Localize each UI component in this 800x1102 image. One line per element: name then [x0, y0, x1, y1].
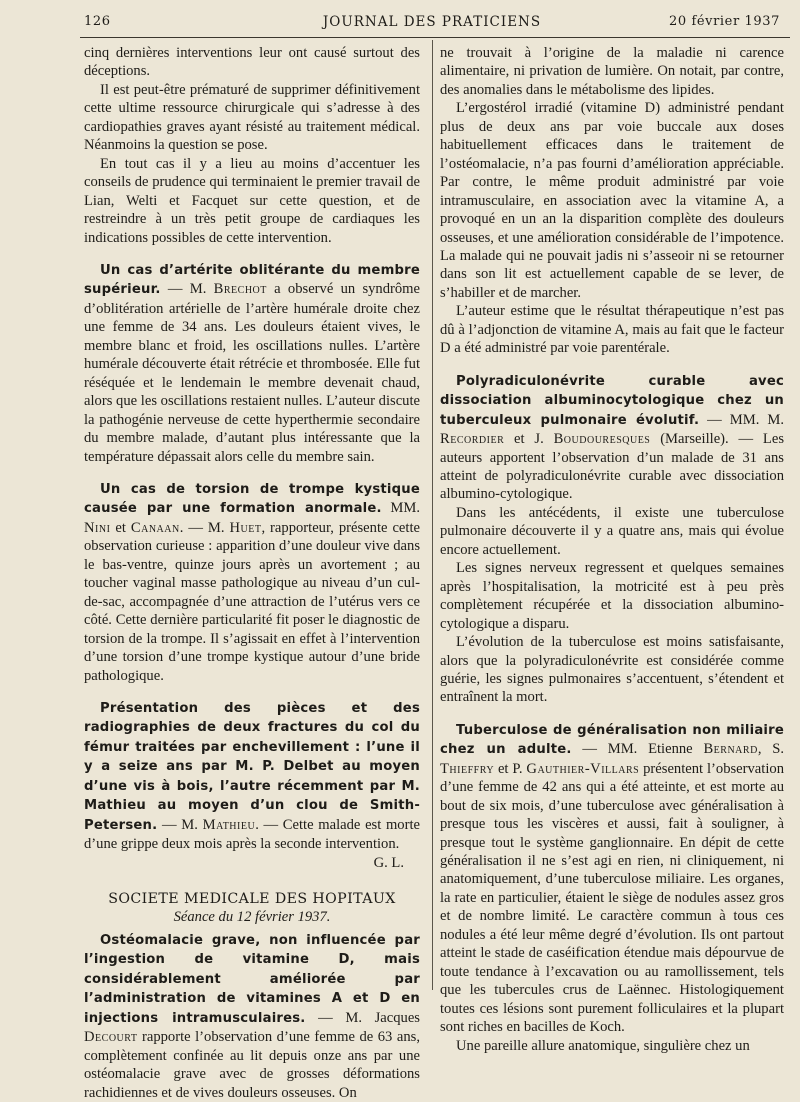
author-name: Brechot — [213, 281, 267, 298]
article-title: Présentation des pièces et des radiographies de deux fractures du col du fémur traitées par enchevillement : l’une il y a seize ans par M. P. Delbet au moyen d’une vis à bois, l’autre récemment par M. Mathieu au moyen d’un clou de Smith-Petersen. — [84, 700, 420, 833]
article-title: Un cas d’artérite oblitérante du membre supérieur. — [84, 262, 420, 298]
header-rule — [80, 37, 790, 38]
journal-title: JOURNAL DES PRATICIENS — [322, 14, 542, 30]
author-name: Canaan — [130, 519, 180, 536]
author-name: Huet — [229, 519, 262, 536]
paragraph: L’ergostérol irradié (vitamine D) administré pendant plus de deux ans par voie buccale aux doses habituellement efficaces dans le traitement de l’ostéomalacie, n’a pas fourni d’amélioration appréciable. Par contre, le même produit administré par voie intramusculaire, en association avec la vitamine A, a provoqué en un an la disparition complète des douleurs osseuses, et une amélioration considérable de l’impotence. La malade qui ne pouvait jadis ni s’asseoir ni se retourner dans son lit est actuellement capable de se lever, de s’habiller et de marcher. — [440, 100, 784, 301]
issue-date: 20 février 1937 — [668, 14, 780, 29]
author-name: Thieffry — [440, 760, 495, 777]
paragraph: L’auteur estime que le résultat thérapeutique n’est pas dû à l’adjonction de vitamine A, mais au fait que le facteur D a été administré par voie parentérale. — [440, 303, 784, 357]
article-torsion: Un cas de torsion de trompe kystique causée par une formation anormale. MM. Nini et Canaan. — M. Huet, rapporteur, présente cette observation curieuse : apparition d’une douleur vive dans le bas-ventre, quinze jours après un avortement ; au toucher vaginal masse pathologique au niveau d’un cul-de-sac, accompagnée d’une attraction de l’utérus vers ce côté. Cette dernière particularité fit poser le diagnostic de torsion de la trompe. Il s’agissait en effet à l’intervention d’une torsion d’une trompe kystique autour d’une bride pathologique. — [84, 481, 420, 684]
article-title: Un cas de torsion de trompe kystique causée par une formation anormale. — [84, 481, 420, 517]
paragraph: En tout cas il y a lieu au moins d’accentuer les conseils de prudence qui terminaient le premier travail de Lian, Welti et Facquet sur cette question, et de restreindre à un très petit groupe de cardiaques les indications possibles de cette intervention. — [84, 155, 420, 246]
paragraph: L’évolution de la tuberculose est moins satisfaisante, alors que la polyradiculonévrite est considérée comme guérie, les signes pulmonaires s’accentuent, s’étendent et entraînent la mort. — [440, 634, 784, 706]
paragraph: Dans les antécédents, il existe une tuberculose pulmonaire découverte il y a quatre ans, mais qui évolue encore actuellement. — [440, 504, 784, 558]
paragraph: ne trouvait à l’origine de la maladie ni carence alimentaire, ni privation de lumière. On notait, par contre, des anomalies dans le métabolisme des lipides. — [440, 45, 784, 98]
signature: G. L. — [373, 854, 404, 871]
left-column — [84, 44, 420, 1102]
section-session: Séance du 12 février 1937. — [173, 909, 331, 926]
paragraph: Une pareille allure anatomique, singulière chez un — [456, 1037, 750, 1054]
author-name: Nini — [84, 519, 111, 536]
article-artérite: Un cas d’artérite oblitérante du membre supérieur. — M. Brechot a observé un syndrôme d’oblitération artérielle de l’artère humérale droite chez une femme de 34 ans. Les douleurs étaient vives, le membre blanc et froid, les oscillations nulles. L’artère humérale découverte était rétrécie et thrombosée. Elle fut réséquée et le lendemain le membre devenait chaud, alors que les oscillations restaient nulles. L’auteur discute la pathogénie nerveuse de cette hyperthermie secondaire du membre malade, d’autant plus intéressante que la température dépassait alors celle du membre sain. — [84, 262, 420, 465]
paragraph: cinq dernières interventions leur ont causé surtout des déceptions. — [84, 45, 420, 80]
paragraph: Il est peut-être prématuré de supprimer définitivement cette ultime ressource chirurgicale qui s’adresse à des cardiopathies graves ayant résisté au traitement médical. Néanmoins la question se pose. — [84, 81, 420, 154]
article-fractures: Présentation des pièces et des radiographies de deux fractures du col du fémur traitées par enchevillement : l’une il y a seize ans par M. P. Delbet au moyen d’une vis à bois, l’autre récemment par M. Mathieu au moyen d’un clou de Smith-Petersen. — M. Mathieu. — Cette malade est morte d’une grippe deux mois après la seconde intervention. — [84, 700, 420, 853]
page-number: 126 — [84, 14, 111, 29]
author-name: Boudouresques — [553, 431, 651, 448]
article-osteomalacie: Ostéomalacie grave, non influencée par l’ingestion de vitamine D, mais considérablement améliorée par l’administration de vitamines A et D en injections intramusculaires. — M. Jacques Decourt rapporte l’observation d’une femme de 63 ans, complètement confinée au lit depuis onze ans par une ostéomalacie grave avec de grosses déformations rachidiennes et de vives douleurs osseuses. On — [84, 932, 420, 1101]
author-name: Mathieu — [202, 816, 256, 833]
running-header — [84, 14, 780, 34]
author-name: Bernard — [703, 741, 758, 758]
column-divider — [432, 40, 433, 990]
right-column — [440, 44, 784, 1055]
author-name: Gauthier-Villars — [526, 760, 640, 777]
section-title: SOCIETE MEDICALE DES HOPITAUX — [108, 891, 396, 908]
article-tuberculose: Tuberculose de généralisation non miliaire chez un adulte. — MM. Etienne Bernard, S. Thieffry et P. Gauthier-Villars présentent l’observation d’une femme de 42 ans qui a été atteinte, et est morte au bout de six mois, d’une tuberculose avec généralisation à presque tous les viscères et aussi, fait à souligner, à presque tout le système ganglionnaire. En dépit de cette généralisation il ne s’est agi en rien, ni cliniquement, ni anatomiquement, d’une tuberculose miliaire. Les organes, la rate en particulier, étaient le siège de nodules assez gros et de nombre limité. Le caractère commun à tous ces nodules a été leur même degré d’évolution. Ils ont partout atteint le stade de caséification étendue mais dépourvue de toute tendance à l’excavation ou au ramollissement, tels que les tubercules crus de Laënnec. Histologiquement toutes ces lésions sont purement folliculaires et la plupart sont riches en bacilles de Koch. — [440, 722, 785, 1036]
article-title: Polyradiculonévrite curable avec dissociation albuminocytologique chez un tuberculeux pulmonaire évolutif. — [440, 373, 784, 428]
article-title: Tuberculose de généralisation non miliaire chez un adulte. — [440, 722, 784, 758]
article-title: Ostéomalacie grave, non influencée par l’ingestion de vitamine D, mais considérablement améliorée par l’administration de vitamines A et D en injections intramusculaires. — [84, 932, 420, 1026]
article-polyradiculonevrite: Polyradiculonévrite curable avec dissociation albuminocytologique chez un tuberculeux pulmonaire évolutif. — MM. M. Recordier et J. Boudouresques (Marseille). — Les auteurs apportent l’observation d’un malade de 31 ans atteint de polyradiculonévrite curable avec dissociation albumino-cytologique. — [440, 373, 784, 503]
author-name: Decourt — [84, 1029, 138, 1046]
paragraph: Les signes nerveux regressent et quelques semaines après l’hospitalisation, la motricité est à peu près complètement récupérée et la dissociation albumino-cytologique a disparu. — [440, 560, 784, 632]
author-name: Recordier — [440, 431, 505, 448]
